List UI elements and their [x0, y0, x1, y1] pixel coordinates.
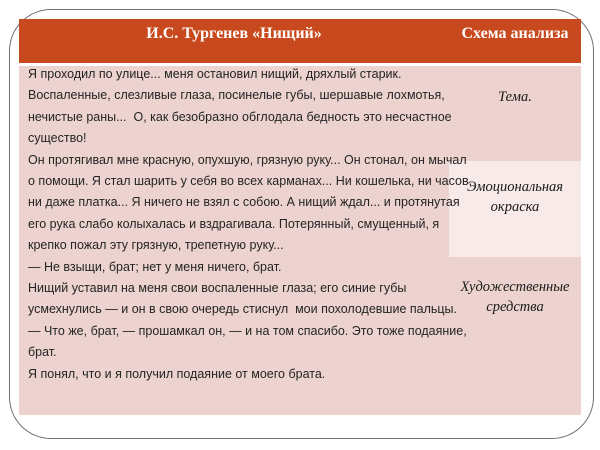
text-line: ни даже платка... Я ничего не взял с собою. А нищий ждал... и протянутая [28, 195, 460, 210]
page-title: И.С. Тургенев «Нищий» [146, 25, 322, 42]
text-line: усмехнулись — и он в свою очередь стиснул мои похолодевшие пальцы. [28, 302, 458, 317]
text-line: его рука слабо колыхалась и вздрагивала. Потерянный, смущенный, я [28, 216, 440, 231]
analysis-item-emotional-coloring: Эмоциональная окраска [466, 179, 564, 215]
poem-text-column [28, 64, 472, 385]
scheme-column-header: Схема анализа [461, 25, 569, 42]
text-line: Воспаленные, слезливые глаза, посинелые губы, шершавые лохмотья, [28, 88, 445, 103]
analysis-item-artistic-means: Художественные средства [460, 279, 570, 315]
text-line: крепко пожал эту грязную, трепетную руку... [28, 238, 284, 253]
text-line: нечистые раны... О, как безобразно обглодала бедность это несчастное [28, 109, 452, 124]
text-line: Я проходил по улице... меня остановил нищий, дряхлый старик. [28, 67, 402, 81]
text-line: Я понял, что и я получил подаяние от моего брата. [28, 366, 326, 381]
text-line: Он протягивал мне красную, опухшую, грязную руку... Он стонал, он мычал [28, 152, 467, 167]
analysis-item-theme: Тема. [498, 89, 532, 105]
text-line: о помощи. Я стал шарить у себя во всех карманах... Ни кошелька, ни часов, [28, 174, 473, 189]
text-line: — Что же, брат, — прошамкал он, — и на том спасибо. Это тоже подаяние, [28, 323, 467, 338]
text-line: брат. [28, 345, 57, 360]
text-line: Нищий уставил на меня свои воспаленные глаза; его синие губы [28, 281, 407, 296]
text-line: существо! [28, 131, 87, 146]
text-line: — Не взыщи, брат; нет у меня ничего, брат. [28, 259, 282, 274]
table-header-row [19, 19, 581, 63]
